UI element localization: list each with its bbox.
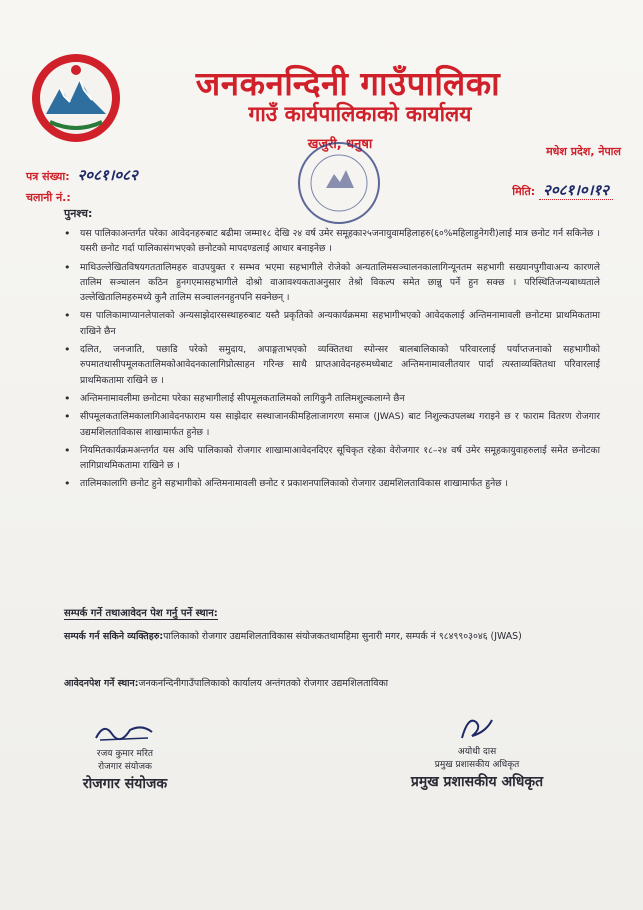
signature-block-right bbox=[392, 712, 562, 791]
reference-number bbox=[26, 165, 138, 185]
signatory-name: रजय कुमार मरित bbox=[96, 749, 154, 759]
signature-block-left bbox=[60, 718, 190, 793]
office-subtitle: गाउँ कार्यपालिकाको कार्यालय bbox=[248, 102, 472, 126]
apply-text: जनकनन्दिनीगाउँपालिकाको कार्यालय अन्तंगतको रोजगार उद्यमशिलताविका bbox=[138, 678, 389, 689]
contact-label: सम्पर्क गर्न सकिने व्यक्तिहरु: bbox=[64, 631, 164, 642]
date-value: २०८१।०।१२ bbox=[539, 181, 613, 200]
list-item: • यस पालिकामाप्यानलेपालको अन्यसाझेदारसस्थाहरुबाट यस्तै प्रकृतिको अन्यकार्यक्रममा सहभागीभएको आवेदकलाई अन्तिमनामावली छनोटमा प्राथमिकतामा राखिने छैन bbox=[80, 308, 600, 339]
list-item: • अन्तिमनामावलीमा छनोटमा परेका सहभागीलाई सीपमूलकतालिमको लागिकुनै तालिमशुल्कलाग्ने छैन bbox=[80, 391, 600, 406]
reference-label: पत्र संख्या: bbox=[26, 170, 70, 183]
contact-details bbox=[64, 629, 604, 645]
handwritten-signature-icon bbox=[452, 712, 502, 744]
list-item: • माथिउल्लेखितविषयगततालिमहरु वाउपयुक्त र सम्भव भएमा सहभागीले रोजेको अन्यतालिमसञ्चालनकालागिन्यूनतम सहभागी सख्यानपुगीवाअन्य कारणले तालिम सञ्चालन कठिन हुनगएमासहभागीले दोश्रो वाआवश्यकताअनुसार तेश्रो विकल्प समेत छान्नु पर्ने हुन सक्छ । परिस्थितिजन्यबाध्यताले उल्लेखितालिमहरुमध्ये कुनै तालिम सञ्चालननहुनपनि सक्नेछन् । bbox=[80, 260, 600, 306]
province-line: मधेश प्रदेश, नेपाल bbox=[546, 145, 621, 158]
date-label: मिति: bbox=[512, 185, 536, 198]
postscript-heading: पुनश्च: bbox=[64, 207, 93, 220]
list-item: • नियमितकार्यक्रमअन्तर्गत यस अघि पालिकाको रोजगार शाखामाआवेदनदिएर सूचिकृत रहेका वेरोजगार १८–२४ वर्ष उमेर समूहकायुवाहरुलाई समेत छनोटका लागिप्राथमिकतामा राखिने छ । bbox=[80, 443, 600, 474]
signatory-role: प्रमुख प्रशासकीय अधिकृत bbox=[434, 760, 520, 770]
signatory-role: रोजगार संयोजक bbox=[98, 762, 152, 772]
district-line: खजुरी, धनुषा bbox=[307, 137, 373, 152]
office-stamp-icon bbox=[296, 140, 382, 226]
list-item: • तालिमकालागि छनोट हुने सहभागीको अन्तिमनामावली छनोट र प्रकाशनपालिकाको रोजगार उद्यमशिलताविकास शाखामार्फत हुनेछ । bbox=[80, 476, 600, 491]
list-item: • दलित, जनजाति, पछाडि परेको समुदाय, अपाङ्गताभएको व्यक्तितथा स्पोन्सर बालबालिकाको परिवारलाई पर्याप्तजनाको सहभागीको रुपमातथासीपमूलकतालिमकोआवेदनकालागिप्रोत्साहन गरिन्छ साथै प्राप्तआवेदनहरुमध्येबाट अन्तिमनामावलीतयार पार्दा त्यस्ताव्यक्तितथा परिवारलाई प्राथमिकतामा राखिने छ । bbox=[80, 342, 600, 388]
municipality-title: जनकनन्दिनी गाउँपालिका bbox=[195, 64, 501, 103]
signatory-stamp: प्रमुख प्रशासकीय अधिकृत bbox=[410, 774, 544, 790]
list-item: • यस पालिकाअन्तर्गत परेका आवेदनहरुबाट बढीमा जम्मा१८ देखि २४ वर्ष उमेर समूहका२५जनायुवामहिलाहरु(६०%महिलाहुनेगरी)लाई मात्र छनोट गर्न सकिनेछ । यसरी छनोट गर्दा पालिकासंगभएको छनोटको मापदण्डलाई आधार बनाइनेछ । bbox=[80, 226, 600, 257]
nepal-emblem-icon bbox=[30, 52, 122, 144]
date-field bbox=[512, 180, 613, 200]
list-item: • सीपमूलकतालिमकालागिआवेदनफाराम यस साझेदार सस्थाजानकीमहिलाजागरण समाज (JWAS) बाट निशुल्कउपलब्ध गराइने छ र फाराम वितरण रोजगार उद्यमशिलताविकास शाखामार्फत हुनेछ । bbox=[80, 409, 600, 440]
contact-heading: सम्पर्क गर्ने तथाआवेदन पेश गर्नु पर्ने स्थान: bbox=[64, 605, 218, 620]
notice-bullet-list bbox=[80, 226, 600, 495]
application-place bbox=[64, 676, 604, 689]
signatory-name: अयोधी दास bbox=[457, 747, 497, 757]
chalani-label: चलानी नं.: bbox=[26, 191, 71, 204]
handwritten-signature-icon bbox=[90, 718, 160, 746]
signatory-stamp: रोजगार संयोजक bbox=[82, 776, 168, 792]
reference-value: २०८१।०८२ bbox=[77, 166, 138, 184]
apply-label: आवेदनपेश गर्ने स्थान: bbox=[64, 678, 139, 689]
contact-text: पालिकाको रोजगार उद्यमशिलताविकास संयोजकतथामहिमा सुनारी मगर, सम्पर्क नं ९८४९९०३०४६ (JWAS) bbox=[163, 631, 522, 642]
